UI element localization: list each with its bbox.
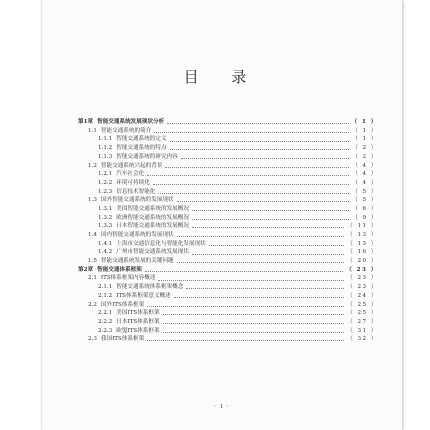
toc-entry-page: （ 11 ） <box>347 223 378 230</box>
dot-leader <box>177 236 344 237</box>
dot-leader <box>145 271 343 272</box>
toc-section-entry <box>78 126 378 135</box>
dot-leader <box>154 132 349 133</box>
toc-entry-page: （ 32 ） <box>347 336 378 343</box>
toc-entry-title: 上海市交通信息化与智能化发展现状 <box>116 240 206 247</box>
toc-entry-title: 环境可持续化 <box>116 179 150 186</box>
toc-entry-number: 2.3 <box>88 336 97 343</box>
toc-entry-label <box>98 137 167 143</box>
toc-entry-page: （ 25 ） <box>347 310 378 317</box>
toc-entry-page: （ 4 ） <box>352 179 378 186</box>
toc-entry-label <box>88 129 151 135</box>
toc-entry-page: （ 2 ） <box>352 153 378 160</box>
dot-leader <box>177 201 350 202</box>
document-page <box>42 0 402 430</box>
toc-entry-title: 智能交通体系框架 <box>97 266 142 273</box>
toc-entry-number: 1.3.2 <box>98 214 113 221</box>
dot-leader <box>177 262 344 263</box>
toc-subsection-entry <box>78 204 378 213</box>
toc-entry-page: （ 31 ） <box>347 327 378 334</box>
toc-entry-number: 1.5 <box>88 258 97 265</box>
toc-entry-label <box>98 146 167 152</box>
toc-entry-title: 欧盟ITS体系框架 <box>116 327 160 334</box>
toc-subsection-entry <box>78 317 378 326</box>
toc-entry-number: 1.1.3 <box>98 153 113 160</box>
dot-leader <box>170 149 350 150</box>
toc-entry-title: ITS体系框架内容概述 <box>100 275 156 282</box>
toc-section-entry <box>78 256 378 265</box>
toc-entry-label <box>88 276 155 282</box>
dot-leader <box>163 323 345 324</box>
toc-entry-page: （ 23 ） <box>346 266 378 273</box>
toc-entry-number: 2.2 <box>88 301 97 308</box>
toc-entry-page: （ 4 ） <box>352 162 378 169</box>
toc-entry-title: 智能交通系统发展现状分析 <box>97 119 165 126</box>
toc-subsection-entry <box>78 221 378 230</box>
toc-entry-number: 1.3.3 <box>98 223 113 230</box>
toc-subsection-entry <box>78 187 378 196</box>
dot-leader <box>153 184 349 185</box>
toc-entry-page: （ 27 ） <box>347 318 378 325</box>
toc-entry-title: ITS体系框架意义概述 <box>116 292 171 299</box>
toc-entry-label <box>78 120 164 126</box>
page-number: · I · <box>214 404 230 410</box>
toc-entry-number: 1.2 <box>88 162 97 169</box>
toc-entry-title: 智能交通系统体系框架概念 <box>116 284 184 291</box>
toc-entry-number: 1.2.1 <box>98 171 113 178</box>
toc-entry-number: 1.4 <box>88 232 97 239</box>
toc-entry-title: 智能交通系统的特点 <box>116 145 167 152</box>
toc-subsection-entry <box>78 326 378 335</box>
dot-leader <box>158 193 349 194</box>
toc-entry-title: 日本ITS体系框架 <box>116 318 160 325</box>
table-of-contents <box>78 117 378 343</box>
toc-entry-label <box>88 198 174 204</box>
toc-entry-label <box>98 329 160 335</box>
dot-leader <box>147 175 349 176</box>
toc-entry-page: （ 23 ） <box>347 284 378 291</box>
dot-leader <box>147 306 344 307</box>
toc-entry-title: 智能交通系统的研究内容 <box>116 153 178 160</box>
toc-entry-number: 1.1.1 <box>98 136 113 143</box>
toc-entry-title: 日本智能交通系统的发展概况 <box>116 223 189 230</box>
toc-entry-page: （ 23 ） <box>347 275 378 282</box>
toc-subsection-entry <box>78 178 378 187</box>
toc-subsection-entry <box>78 247 378 256</box>
toc-entry-label <box>98 311 160 317</box>
toc-entry-number: 1.1.2 <box>98 145 113 152</box>
toc-entry-label <box>98 320 160 326</box>
toc-section-entry <box>78 230 378 239</box>
toc-entry-label <box>98 216 189 222</box>
toc-entry-page: （ 13 ） <box>347 232 378 239</box>
dot-leader <box>209 245 344 246</box>
toc-entry-number: 1.2.3 <box>98 188 113 195</box>
toc-entry-title: 欧洲智能交通系统的发展概况 <box>116 214 189 221</box>
toc-entry-number: 2.1.2 <box>98 292 113 299</box>
toc-entry-number: 1.3.1 <box>98 205 113 212</box>
toc-entry-label <box>88 303 144 309</box>
toc-entry-number: 1.1 <box>88 127 97 134</box>
toc-entry-label <box>88 164 162 170</box>
toc-entry-title: 国外ITS体系框架 <box>100 301 145 308</box>
toc-entry-page: （ 16 ） <box>347 249 378 256</box>
toc-entry-page: （ 24 ） <box>347 292 378 299</box>
toc-entry-label <box>98 181 150 187</box>
toc-entry-title: 智能交通系统的定义 <box>116 136 167 143</box>
toc-entry-number: 2.1 <box>88 275 97 282</box>
toc-section-entry <box>78 273 378 282</box>
toc-entry-page: （ 6 ） <box>352 205 378 212</box>
toc-entry-title: 信息技术智能化 <box>116 188 156 195</box>
toc-entry-label <box>78 268 142 274</box>
toc-subsection-entry <box>78 308 378 317</box>
toc-entry-page: （ 13 ） <box>347 240 378 247</box>
toc-section-entry <box>78 299 378 308</box>
toc-entry-number: 2.1.1 <box>98 284 113 291</box>
dot-leader <box>170 141 350 142</box>
toc-subsection-entry <box>78 291 378 300</box>
toc-entry-label <box>98 242 206 248</box>
dot-leader <box>186 288 344 289</box>
toc-entry-title: 国外智能交通系统的发展现状 <box>100 197 174 204</box>
toc-chapter-entry <box>78 117 378 126</box>
dot-leader <box>167 123 348 124</box>
toc-entry-number: 第2章 <box>78 266 94 273</box>
toc-entry-label <box>98 207 189 213</box>
toc-entry-title: 广州市智能交通系统发展现状 <box>116 249 189 256</box>
dot-leader <box>158 280 344 281</box>
toc-subsection-entry <box>78 143 378 152</box>
toc-entry-number: 第1章 <box>78 119 94 126</box>
toc-entry-page: （ 25 ） <box>347 301 378 308</box>
toc-chapter-entry <box>78 265 378 274</box>
dot-leader <box>165 167 349 168</box>
toc-entry-label <box>98 250 189 256</box>
toc-entry-page: （ 9 ） <box>352 214 378 221</box>
toc-entry-number: 2.2.2 <box>98 318 113 325</box>
toc-subsection-entry <box>78 213 378 222</box>
dot-leader <box>174 297 344 298</box>
toc-entry-label <box>98 172 144 178</box>
toc-entry-label <box>98 294 171 300</box>
dot-leader <box>163 314 345 315</box>
dot-leader <box>192 227 344 228</box>
toc-entry-page: （ 1 ） <box>352 127 378 134</box>
toc-entry-page: （ 5 ） <box>352 197 378 204</box>
toc-subsection-entry <box>78 152 378 161</box>
toc-entry-number: 1.4.2 <box>98 249 113 256</box>
toc-entry-label <box>98 190 155 196</box>
dot-leader <box>147 340 344 341</box>
toc-entry-number: 1.4.1 <box>98 240 113 247</box>
page-title: 目 录 <box>183 68 261 86</box>
toc-entry-label <box>88 259 174 265</box>
toc-entry-label <box>98 155 178 161</box>
toc-section-entry <box>78 334 378 343</box>
toc-entry-title: 美国智能交通系统的发展概况 <box>116 205 189 212</box>
toc-subsection-entry <box>78 134 378 143</box>
toc-entry-title: 智能交通系统的简介 <box>100 127 152 134</box>
toc-entry-label <box>98 224 189 230</box>
toc-entry-page: （ 20 ） <box>347 258 378 265</box>
dot-leader <box>192 254 344 255</box>
toc-entry-page: （ 4 ） <box>352 171 378 178</box>
toc-section-entry <box>78 195 378 204</box>
toc-entry-title: 我国ITS体系框架 <box>100 336 145 343</box>
toc-entry-title: 汽车社会化 <box>116 171 145 178</box>
toc-entry-title: 美国ITS体系框架 <box>116 310 160 317</box>
toc-entry-number: 1.2.2 <box>98 179 113 186</box>
toc-entry-number: 1.3 <box>88 197 97 204</box>
toc-entry-number: 2.2.3 <box>98 327 113 334</box>
toc-entry-title: 智能交通系统兴起的背景 <box>100 162 163 169</box>
toc-entry-page: （ 2 ） <box>352 145 378 152</box>
toc-section-entry <box>78 160 378 169</box>
dot-leader <box>192 219 349 220</box>
toc-subsection-entry <box>78 239 378 248</box>
toc-entry-label <box>98 285 183 291</box>
toc-subsection-entry <box>78 169 378 178</box>
toc-subsection-entry <box>78 282 378 291</box>
toc-entry-label <box>88 337 144 343</box>
toc-entry-page: （ 5 ） <box>352 188 378 195</box>
toc-entry-label <box>88 233 174 239</box>
toc-entry-title: 国内智能交通系统的发展现状 <box>100 232 174 239</box>
dot-leader <box>163 332 345 333</box>
toc-entry-page: （ 1 ） <box>352 136 378 143</box>
toc-entry-page: （ 1 ） <box>351 119 378 126</box>
toc-entry-number: 2.2.1 <box>98 310 113 317</box>
toc-entry-title: 智能交通系统发展的关键问题 <box>100 258 174 265</box>
dot-leader <box>192 210 349 211</box>
dot-leader <box>181 158 349 159</box>
